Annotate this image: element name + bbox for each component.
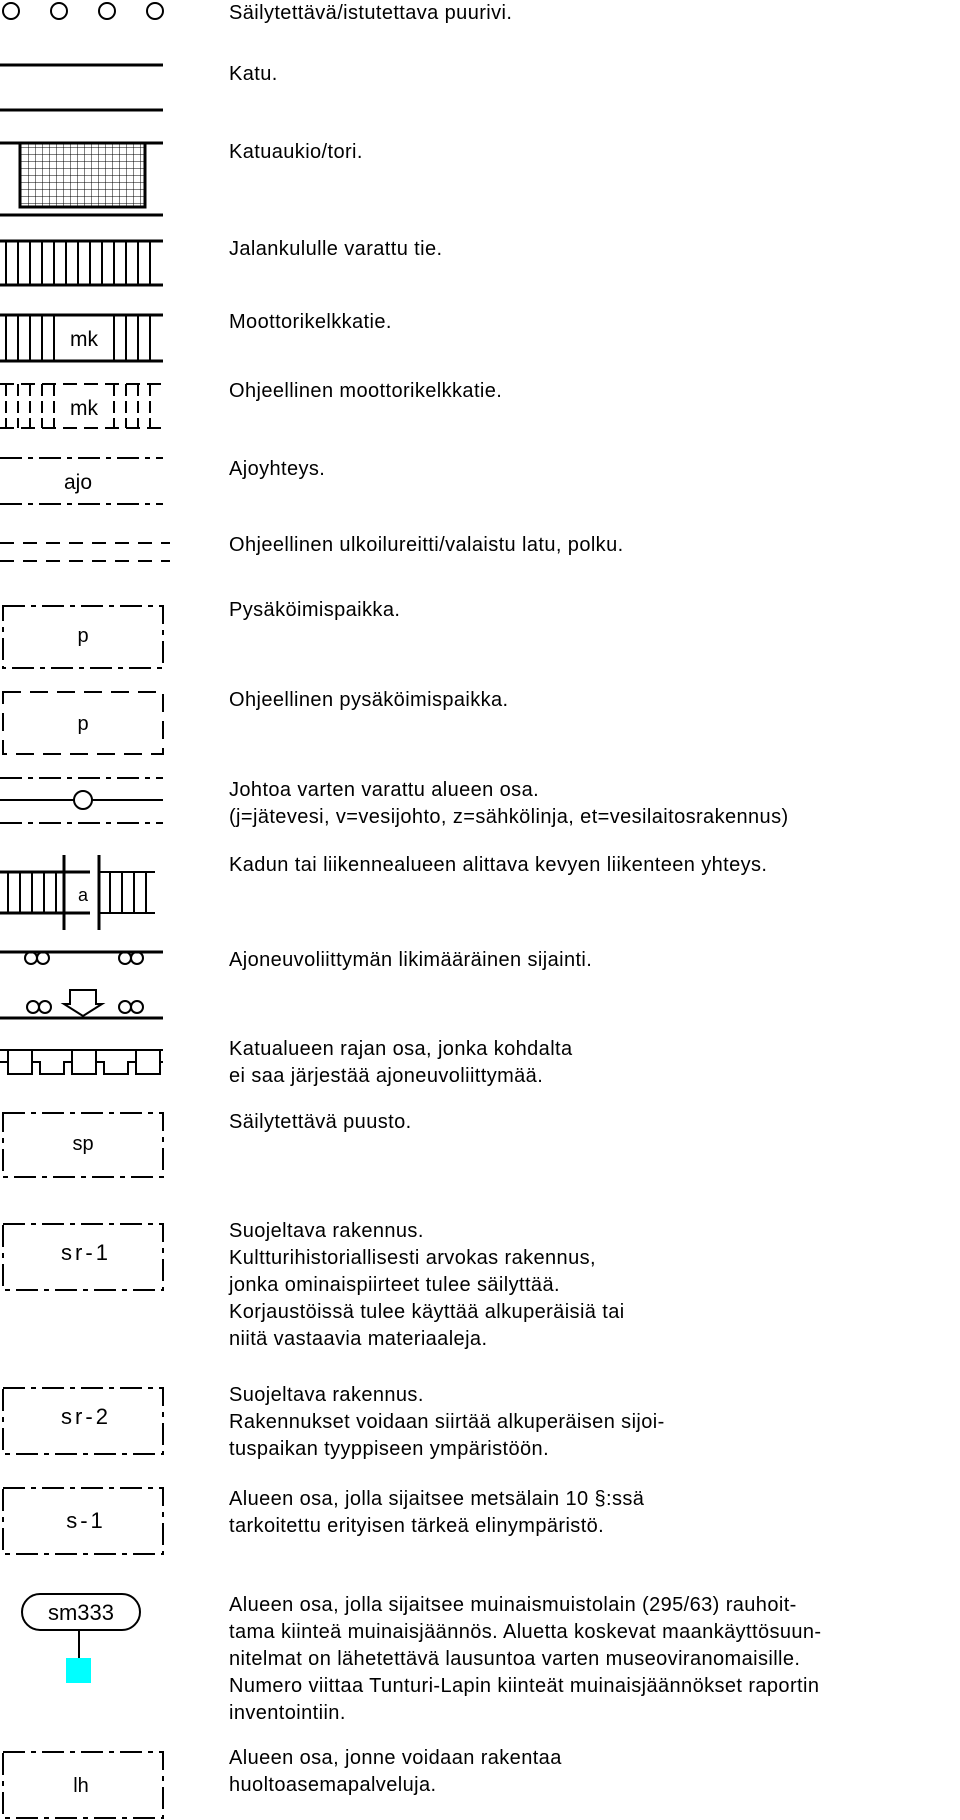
- legend-text-moottorikelkka: [229, 309, 392, 336]
- monument-location-marker: [66, 1658, 91, 1683]
- legend-line: niitä vastaavia materiaaleja.: [229, 1328, 488, 1350]
- legend-line: nitelmat on lähetettävä lausuntoa varten museoviranomaisille.: [229, 1648, 801, 1670]
- parking-area-label: p: [77, 625, 89, 647]
- protected-building-sr2-label: sr-2: [61, 1404, 111, 1429]
- legend-line: Ohjeellinen pysäköimispaikka.: [229, 689, 509, 711]
- legend-text-sr2: [229, 1382, 665, 1463]
- legend-line: Alueen osa, jolla sijaitsee muinaismuistolain (295/63) rauhoit-: [229, 1594, 797, 1616]
- legend-text-ohj-moottorikelkka: [229, 378, 502, 405]
- legend-line: tama kiinteä muinaisjäännös. Aluetta koskevat maankäyttösuun-: [229, 1621, 822, 1643]
- guideline-parking-area-label: p: [77, 713, 89, 735]
- legend-line: Ajoyhteys.: [229, 458, 326, 480]
- legend-text-jalankulku: [229, 236, 442, 263]
- legend-line: (j=jätevesi, v=vesijohto, z=sähkölinja, et=vesilaitosrakennus): [229, 806, 789, 828]
- service-station-area-label: lh: [73, 1775, 89, 1797]
- legend-line: inventointiin.: [229, 1702, 346, 1724]
- legend-text-liittyma: [229, 947, 592, 974]
- street-symbol: [0, 65, 163, 110]
- legend-line: jonka ominaispiirteet tulee säilyttää.: [229, 1274, 560, 1296]
- preserved-trees-label: sp: [72, 1133, 94, 1155]
- legend-line: Ohjeellinen moottorikelkkatie.: [229, 380, 503, 402]
- legend-line: Moottorikelkkatie.: [229, 311, 392, 333]
- legend-line: Jalankululle varattu tie.: [229, 238, 443, 260]
- legend-text-ajoyhteys: [229, 456, 325, 483]
- legend-text-ohj-pysakointi: [229, 687, 509, 714]
- legend-line: Ajoneuvoliittymän likimääräinen sijainti.: [229, 949, 593, 971]
- legend-line: Katuaukio/tori.: [229, 141, 363, 163]
- snowmobile-route-symbol: [0, 315, 163, 361]
- legend-text-ulkoilureitti: [229, 532, 624, 559]
- snowmobile-route-label: mk: [70, 328, 98, 351]
- legend-text-katu: [229, 61, 278, 88]
- service-station-area-symbol: [3, 1752, 163, 1818]
- legend-line: Johtoa varten varattu alueen osa.: [229, 779, 540, 801]
- square-symbol: [0, 143, 163, 215]
- legend-line: Rakennukset voidaan siirtää alkuperäisen sijoi-: [229, 1411, 665, 1433]
- preserved-trees-symbol: [3, 1113, 163, 1177]
- protected-building-sr1-symbol: [3, 1224, 163, 1290]
- vehicle-access-symbol: [0, 952, 163, 1018]
- parking-area-symbol: [3, 606, 163, 668]
- guideline-parking-area-symbol: [3, 692, 163, 754]
- access-arrow-icon: [64, 990, 102, 1016]
- pedestrian-road-symbol: [0, 241, 163, 285]
- legend-text-katualueen-raja: [229, 1036, 573, 1090]
- legend-line: Korjaustöissä tulee käyttää alkuperäisiä tai: [229, 1301, 625, 1323]
- legend-line: Numero viittaa Tunturi-Lapin kiinteät muinaisjäännökset raportin: [229, 1675, 820, 1697]
- legend-line: Katu.: [229, 63, 278, 85]
- legend-text-pysakointi: [229, 597, 400, 624]
- legend-text-johto: [229, 777, 789, 831]
- legend-line: Kultturihistoriallisesti arvokas rakennus,: [229, 1247, 596, 1269]
- legend-line: Säilytettävä/istutettava puurivi.: [229, 2, 513, 24]
- legend-line: Alueen osa, jonne voidaan rakentaa: [229, 1747, 562, 1769]
- legend-line: Säilytettävä puusto.: [229, 1111, 412, 1133]
- driveway-label: ajo: [63, 471, 93, 494]
- legend-line: Kadun tai liikennealueen alittava kevyen liikenteen yhteys.: [229, 854, 768, 876]
- legend-text-lh: [229, 1745, 562, 1799]
- legend-text-puurivi: [229, 0, 512, 27]
- legend-text-katuaukio: [229, 139, 363, 166]
- legend-text-sm: [229, 1592, 822, 1727]
- legend-line: huoltoasemapalveluja.: [229, 1774, 437, 1796]
- legend-text-puusto: [229, 1109, 412, 1136]
- underpass-symbol: [0, 855, 155, 930]
- legend-line: Suojeltava rakennus.: [229, 1220, 424, 1242]
- protected-building-sr2-symbol: [3, 1388, 163, 1454]
- legend-line: Katualueen rajan osa, jonka kohdalta: [229, 1038, 573, 1060]
- protected-building-sr1-label: sr-1: [61, 1240, 111, 1265]
- legend-text-s1: [229, 1486, 644, 1540]
- guideline-snowmobile-route-label: mk: [70, 397, 98, 420]
- legend-text-alikulku: [229, 852, 767, 879]
- legend-line: tuspaikan tyyppiseen ympäristöön.: [229, 1438, 550, 1460]
- legend-line: tarkoitettu erityisen tärkeä elinympäristö.: [229, 1515, 605, 1537]
- legend-line: Suojeltava rakennus.: [229, 1384, 424, 1406]
- ancient-monument-symbol: [22, 1594, 140, 1683]
- legend-line: Ohjeellinen ulkoilureitti/valaistu latu, polku.: [229, 534, 624, 556]
- ancient-monument-label: sm333: [47, 1600, 115, 1625]
- legend-line: ei saa järjestää ajoneuvoliittymää.: [229, 1065, 544, 1087]
- driveway-symbol: [0, 458, 163, 504]
- important-habitat-s1-symbol: [3, 1488, 163, 1554]
- street-boundary-no-access-symbol: [0, 1050, 163, 1074]
- legend-text-sr1: [229, 1218, 625, 1353]
- legend-line: Pysäköimispaikka.: [229, 599, 401, 621]
- legend-line: Alueen osa, jolla sijaitsee metsälain 10 §:ssä: [229, 1488, 645, 1510]
- tree-row-symbol: [3, 3, 163, 19]
- utility-line-symbol: [0, 778, 163, 823]
- guideline-snowmobile-route-symbol: [0, 384, 163, 428]
- outdoor-trail-symbol: [0, 543, 170, 561]
- underpass-label: a: [77, 885, 89, 905]
- important-habitat-s1-label: s-1: [66, 1508, 106, 1533]
